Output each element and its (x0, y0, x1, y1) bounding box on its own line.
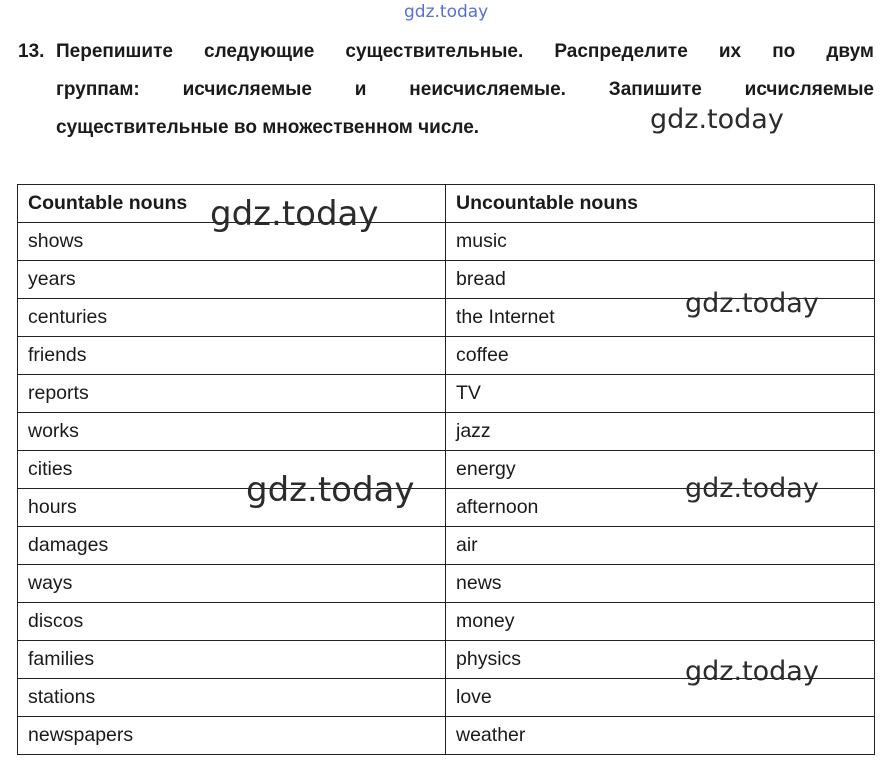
cell-countable: hours (18, 489, 446, 527)
watermark: gdz.today (685, 656, 819, 687)
cell-countable: ways (18, 565, 446, 603)
table-row (18, 337, 875, 375)
watermark-top: gdz.today (404, 2, 489, 22)
cell-uncountable: coffee (446, 337, 875, 375)
watermark: gdz.today (685, 473, 819, 504)
task-number: 13. (18, 41, 45, 62)
table-row (18, 603, 875, 641)
table-row (18, 527, 875, 565)
task-line: существительные во множественном числе. (56, 117, 480, 138)
cell-countable: reports (18, 375, 446, 413)
cell-uncountable: TV (446, 375, 875, 413)
cell-uncountable: afternoon (446, 489, 875, 527)
cell-countable: families (18, 641, 446, 679)
cell-countable: cities (18, 451, 446, 489)
cell-uncountable: music (446, 223, 875, 261)
cell-countable: shows (18, 223, 446, 261)
cell-uncountable: love (446, 679, 875, 717)
column-header-countable: Countable nouns (18, 185, 446, 223)
table-row (18, 413, 875, 451)
cell-countable: friends (18, 337, 446, 375)
cell-uncountable: air (446, 527, 875, 565)
cell-countable: discos (18, 603, 446, 641)
watermark: gdz.today (210, 194, 379, 234)
table-row (18, 375, 875, 413)
task-line: группам: исчисляемые и неисчисляемые. Запишите исчисляемые (56, 79, 874, 100)
table-row (18, 565, 875, 603)
cell-countable: damages (18, 527, 446, 565)
watermark: gdz.today (650, 104, 784, 135)
cell-countable: centuries (18, 299, 446, 337)
cell-uncountable: bread (446, 261, 875, 299)
column-header-uncountable: Uncountable nouns (446, 185, 875, 223)
cell-uncountable: news (446, 565, 875, 603)
table-header-row (18, 185, 875, 223)
cell-uncountable: jazz (446, 413, 875, 451)
cell-countable: years (18, 261, 446, 299)
table-row (18, 717, 875, 755)
watermark: gdz.today (246, 470, 415, 510)
cell-uncountable: weather (446, 717, 875, 755)
cell-countable: newspapers (18, 717, 446, 755)
cell-uncountable: physics (446, 641, 875, 679)
cell-uncountable: money (446, 603, 875, 641)
cell-uncountable: the Internet (446, 299, 875, 337)
watermark: gdz.today (685, 288, 819, 319)
task-line: Перепишите следующие существительные. Распределите их по двум (56, 41, 874, 62)
cell-uncountable: energy (446, 451, 875, 489)
cell-countable: works (18, 413, 446, 451)
cell-countable: stations (18, 679, 446, 717)
table-row (18, 223, 875, 261)
